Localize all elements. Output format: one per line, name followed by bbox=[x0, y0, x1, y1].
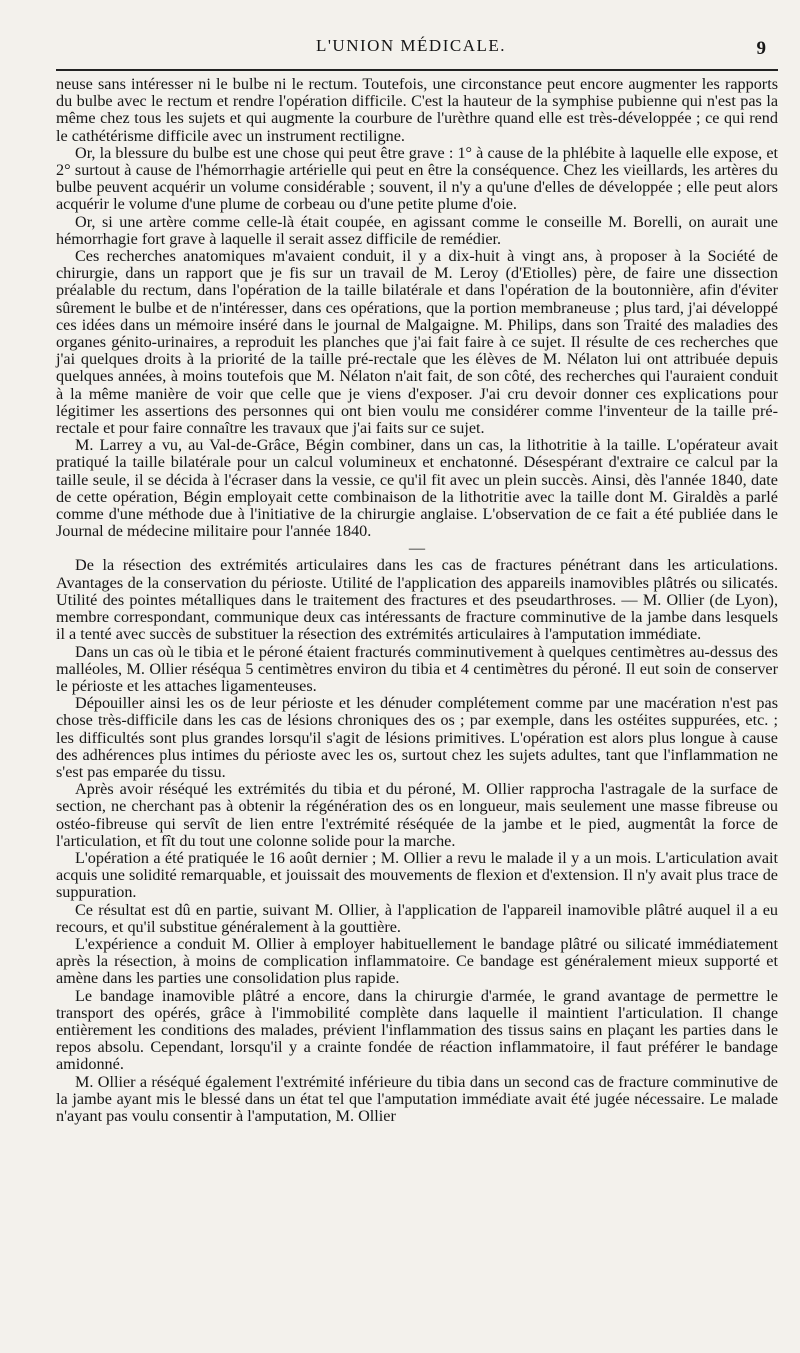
article-body bbox=[56, 76, 778, 1125]
paragraph: Après avoir réséqué les extrémités du tibia et du péroné, M. Ollier rapprocha l'astragale de la surface de section, ne cherchant pas à obtenir la régénération des os en longueur, mais seulement une masse fibreuse ou ostéo-fibreuse qui servît de lien entre l'extrémité réséquée de la jambe et le pied, augmentât la force de l'articulation, et fît du tout une colonne solide pour la marche. bbox=[56, 780, 778, 850]
page-header bbox=[56, 34, 766, 62]
paragraph: neuse sans intéresser ni le bulbe ni le rectum. Toutefois, une circonstance peut encore augmenter les rapports du bulbe avec le rectum et rendre l'opération difficile. C'est la hauteur de la symphise pubienne qui n'est pas la même chez tous les sujets et qui augmente la courbure de l'urèthre quand elle est très-développée ; ce qui rend le cathétérisme difficile avec un instrument rectiligne. bbox=[56, 75, 778, 145]
paragraph: Ce résultat est dû en partie, suivant M. Ollier, à l'application de l'appareil inamovible plâtré auquel il a eu recours, et qu'il substitue généralement à la gouttière. bbox=[56, 900, 778, 936]
paragraph: Or, la blessure du bulbe est une chose qui peut être grave : 1° à cause de la phlébite à laquelle elle expose, et 2° surtout à cause de l'hémorrhagie artérielle qui peut en être la conséquence. Chez les vieillards, les artères du bulbe peuvent acquérir un volume considérable ; souvent, il n'y a qu'une d'elles de développée ; elle peut alors acquérir le volume d'une plume de corbeau ou d'une petite plume d'oie. bbox=[56, 143, 778, 214]
paragraph: De la résection des extrémités articulaires dans les cas de fractures pénétrant dans les articulations. Avantages de la conservation du périoste. Utilité de l'application des appareils inamovibles plâtrés ou silicatés. Utilité des pointes métalliques dans le traitement des fractures et des pseudarthroses. — M. Ollier (de Lyon), membre correspondant, communique deux cas intéressants de fracture comminutive de la jambe dans lesquels il a tenté avec succès de substituer la résection des extrémités articulaires à l'amputation immédiate. bbox=[56, 556, 778, 644]
paragraph: M. Larrey a vu, au Val-de-Grâce, Bégin combiner, dans un cas, la lithotritie à la taille. L'opérateur avait pratiqué la taille bilatérale pour un calcul volumineux et enchatonné. Désespérant d'extraire ce calcul par la taille seule, il se décida à l'écraser dans la vessie, ce qu'il fit avec un plein succès. Ainsi, dès l'année 1840, date de cette opération, Bégin employait cette combinaison de la lithotritie avec la taille dont M. Giraldès a parlé comme d'une méthode due à l'initiative de la chirurgie anglaise. L'observation de ce fait a été publiée dans le Journal de médecine militaire pour l'année 1840. bbox=[56, 436, 778, 541]
running-title: L'UNION MÉDICALE. bbox=[315, 36, 507, 55]
paragraph: M. Ollier a réséqué également l'extrémité inférieure du tibia dans un second cas de fracture comminutive de la jambe ayant mis le blessé dans un état tel que l'amputation immédiate avait été jugée nécessaire. Le malade n'ayant pas voulu consentir à l'amputation, M. Ollier bbox=[56, 1072, 778, 1125]
paragraph: Dans un cas où le tibia et le péroné étaient fracturés comminutivement à quelques centimètres au-dessus des malléoles, M. Ollier réséqua 5 centimètres environ du tibia et 4 centimètres du péroné. Il eut soin de conserver le périoste et les attaches ligamenteuses. bbox=[56, 642, 778, 695]
header-rule bbox=[56, 69, 778, 71]
section-separator: — bbox=[408, 539, 426, 558]
paragraph: Le bandage inamovible plâtré a encore, dans la chirurgie d'armée, le grand avantage de permettre le transport des opérés, grâce à l'immobilité complète dans laquelle il maintient l'articulation. Il change entièrement les conditions des malades, prévient l'inflammation des tissus sains en plaçant les parties dans le repos absolu. Cependant, lorsqu'il y a crainte fondée de réaction inflammatoire, il faut préférer le bandage amidonné. bbox=[56, 986, 778, 1074]
paragraph: Dépouiller ainsi les os de leur périoste et les dénuder complétement comme par une macération n'est pas chose très-difficile dans les cas de lésions chroniques des os ; par exemple, dans les ostéites suppurées, etc. ; les difficultés sont plus grandes lorsqu'il s'agit de lésions primitives. L'opération est alors plus longue à cause des adhérences plus intimes du périoste avec les os, surtout chez les sujets adultes, tant que l'inflammation ne s'est pas emparée du tissu. bbox=[56, 694, 778, 781]
paragraph: Or, si une artère comme celle-là était coupée, en agissant comme le conseille M. Borelli, on aurait une hémorrhagie fort grave à laquelle il serait assez difficile de remédier. bbox=[56, 212, 778, 248]
paragraph: L'opération a été pratiquée le 16 août dernier ; M. Ollier a revu le malade il y a un mois. L'articulation avait acquis une solidité remarquable, et jouissait des mouvements de flexion et d'extension. Il n'y avait plus trace de suppuration. bbox=[56, 848, 778, 902]
paragraph: L'expérience a conduit M. Ollier à employer habituellement le bandage plâtré ou silicaté immédiatement après la résection, à moins de complication inflammatoire. Ce bandage est généralement mieux supporté et amène dans les parties une consolidation plus rapide. bbox=[56, 934, 778, 988]
paragraph: Ces recherches anatomiques m'avaient conduit, il y a dix-huit à vingt ans, à proposer à la Société de chirurgie, dans un rapport que je fis sur un travail de M. Leroy (d'Etiolles) père, de faire une dissection préalable du rectum, dans l'opération de la taille bilatérale et dans l'opération de la boutonnière, afin d'éviter sûrement le bulbe et de n'intéresser, dans ces opérations, que la portion membraneuse ; plus tard, j'ai développé ces idées dans un mémoire inséré dans le journal de Malgaigne. M. Philips, dans son Traité des maladies des organes génito-urinaires, a reproduit les planches que j'ai fait faire à ce sujet. Il résulte de ces recherches que j'ai quelques droits à la priorité de la taille pré-rectale que les élèves de M. Nélaton lui ont attribuée depuis quelques années, à moins toutefois que M. Nélaton n'ait fait, de son côté, des recherches qui l'auraient conduit à la même manière de voir que celle que je viens d'exposer. J'ai cru devoir donner ces explications pour légitimer les assertions des personnes qui ont bien voulu me considérer comme l'inventeur de la taille pré-rectale et pour faire connaître les travaux que j'ai faits sur ce sujet. bbox=[56, 247, 778, 438]
page-number: 9 bbox=[756, 38, 766, 59]
